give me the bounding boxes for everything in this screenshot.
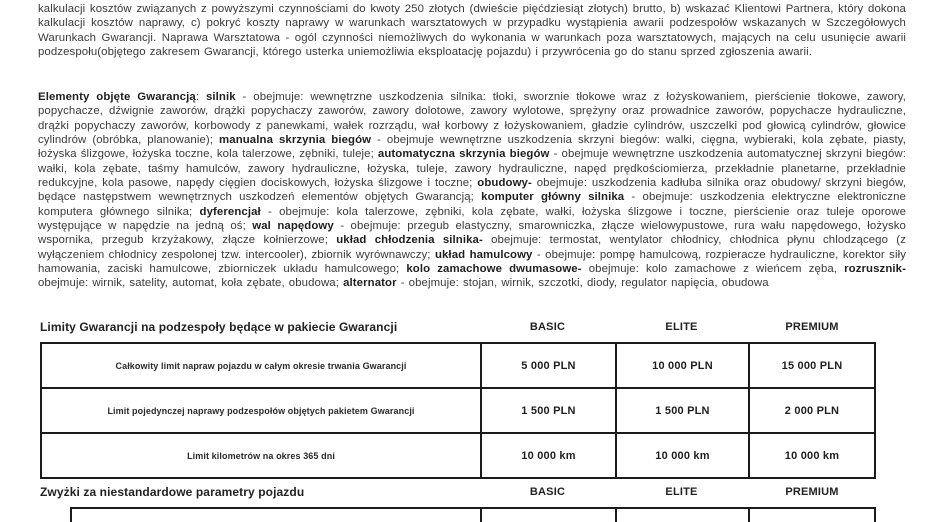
surcharges-section-title: Zwyżki za niestandardowe parametry pojazdu <box>40 485 305 499</box>
coverage-text: - obejmuje wewnętrzne uszkodzenia automatycznej skrzyni biegów: wałki, kola zębate, taśmy hamulców, zawory hydrauliczne, łożyska, tuleje, zawory hydrauliczne, napęd prędkościomierza, przekładnie planetarne, przekładnie redukcyjne, kola pasowe, napędy cięgien dociskowych, łożyska ślizgowe i toczne; <box>38 148 907 190</box>
surcharges-section-header <box>40 485 876 499</box>
package-column-header-premium: PREMIUM <box>785 486 839 498</box>
table-row <box>72 509 874 522</box>
coverage-text: : <box>195 91 206 103</box>
limit-value-cell: 1 500 PLN <box>480 389 615 432</box>
coverage-term: układ hamulcowy <box>434 248 533 261</box>
limit-value-cell: 5 000 PLN <box>480 344 615 387</box>
coverage-text: - obejmuje: uszkodzenia elektryczne elektroniczne komputera głównego silnika; <box>38 191 906 218</box>
limit-value-cell: 15 000 PLN <box>748 344 874 387</box>
coverage-text: - obejmuje: kola talerzowe, zębniki, kola zębate, wałki, łożyska ślizgowe i toczne, pierścienie oraz tuleje oporowe występujące w napędzie na jedną oś; <box>38 205 907 233</box>
limit-value-cell: 1 500 PLN <box>615 389 748 432</box>
coverage-text: - obejmuje: wewnętrzne uszkodzenia silnika: tłoki, sworznie tłokowe wraz z łożyskowaniem, pierścienie tłokowe, zawory, popychacze, dźwignie zaworów, drążki popychaczy zaworów, zawory dolotowe, zawory wylotowe, sprężyny oraz prowadnice zaworów, popychacze hydrauliczne, drążki popychaczy zaworów, korbowody z panewkami, wałek rozrządu, wał korbowy z łożyskowaniem, gładzie cylindrów, uszczelki pod głowicą cylindrów, głowice cylindrów (obróbka, planowanie); <box>38 91 906 147</box>
coverage-text: obejmuje: termostat, wentylator chłodnicy, chłodnica płynu chlodzącego (z wyłączeniem chłodnicy zespolonej tzw. intercooler), zbiornik wyrównawczy; <box>38 234 906 261</box>
limit-row-label: Limit pojedynczej naprawy podzespołów objętych pakietem Gwarancji <box>107 405 415 416</box>
coverage-term: dyferencjał <box>199 205 261 218</box>
coverage-term: automatyczna skrzynia biegów <box>377 148 550 161</box>
intro-paragraph: kalkulacji kosztów związanych z powyższymi czynnościami do kwoty 250 złotych (dwieście pięćdziesiąt złotych) brutto, b) wskazać Klientowi Partnera, który dokona kalkulacji kosztów naprawy, c) pokryć koszty naprawy w warunkach warsztatowych w przypadku wystąpienia awarii podzespołów wskazanych w Szczegółowych Warunkach Gwarancji. Naprawa Warsztatowa - ogól czynności niemożliwych do wykonania w warunkach poza warsztatowych, mających na celu usunięcie awarii podzespołu(objętego zakresem Gwarancji, którego usterka uniemożliwia eksploatację pojazdu) i przywrócenia go do stanu sprzed zgłoszenia awarii. <box>38 3 906 59</box>
coverage-text: - obejmuje: przegub elastyczny, smarowniczka, złącze wielowypustowe, rura wału napędowego, łożysko wspornika, przegub krzyżakowy, złącze kołnierzowe; <box>38 220 906 247</box>
coverage-text: obejmuje: kolo zamachowe z wieńcem zęba, <box>581 263 845 276</box>
limits-table <box>40 342 876 479</box>
package-column-header-elite: ELITE <box>665 486 698 498</box>
coverage-text: - obejmuje: pompę hamulcową, rozpieracze hydrauliczne, korektor siły hamowania, zaciski hamulcowe, zbiorniczek układu hamulcowego; <box>38 248 906 276</box>
limit-row-label: Całkowity limit napraw pojazdu w całym okresie trwania Gwarancji <box>115 360 407 371</box>
limit-value-cell: 10 000 PLN <box>615 344 748 387</box>
coverage-text: - obejmuje: stojan, wirnik, szczotki, diody, regulator napięcia, obudowa <box>396 277 769 290</box>
coverage-term: wal napędowy <box>252 220 334 233</box>
coverage-text: - obejmuje wewnętrzne uszkodzenia skrzyni biegów: walki, cięgna, wybieraki, kola zębate, piasty, łożyska ślizgowe, łożyska toczne, kola talerzowe, zębniki, tuleje; <box>38 134 906 161</box>
coverage-term: komputer główny silnika <box>481 191 625 204</box>
coverage-term: układ chłodzenia silnika- <box>336 234 483 247</box>
package-column-header-premium: PREMIUM <box>785 321 839 333</box>
coverage-term: obudowy- <box>477 177 532 190</box>
limit-value-cell: 10 000 km <box>480 434 615 477</box>
limit-value-cell: 10 000 km <box>615 434 748 477</box>
coverage-term: silnik <box>205 91 236 103</box>
limit-value-cell: 10 000 km <box>748 434 874 477</box>
limit-row-label: Limit kilometrów na okres 365 dni <box>187 450 335 461</box>
coverage-term: alternator <box>343 277 397 290</box>
limits-section-title: Limity Gwarancji na podzespoły będące w pakiecie Gwarancji <box>40 320 398 334</box>
package-column-header-basic: BASIC <box>529 486 566 498</box>
surcharges-table-partial <box>70 507 876 522</box>
table-row <box>42 387 874 432</box>
limit-value-cell: 2 000 PLN <box>748 389 874 432</box>
limits-section-header <box>40 320 876 334</box>
surcharge-value-cell <box>480 509 615 522</box>
package-column-header-basic: BASIC <box>529 321 566 333</box>
package-column-header-elite: ELITE <box>665 321 698 333</box>
surcharge-value-cell <box>615 509 748 522</box>
coverage-paragraph <box>38 90 906 291</box>
coverage-text: obejmuje: wirnik, satelity, automat, koła zębate, obudowa; <box>38 277 344 290</box>
coverage-term: Elementy objęte Gwarancją <box>38 91 196 103</box>
coverage-term: rozrusznik- <box>844 263 906 276</box>
surcharge-row-label <box>72 509 480 522</box>
coverage-term: manualna skrzynia biegów <box>219 134 372 147</box>
table-row <box>42 432 874 477</box>
surcharge-value-cell <box>748 509 874 522</box>
coverage-term: kolo zamachowe dwumasowe- <box>406 263 582 276</box>
coverage-text: obejmuje: uszkodzenia kadłuba silnika oraz obudowy/ skrzyni biegów, będące następstwem wewnętrznych uszkodzeń elementów objętych Gwarancją; <box>38 177 907 204</box>
table-row <box>42 344 874 387</box>
